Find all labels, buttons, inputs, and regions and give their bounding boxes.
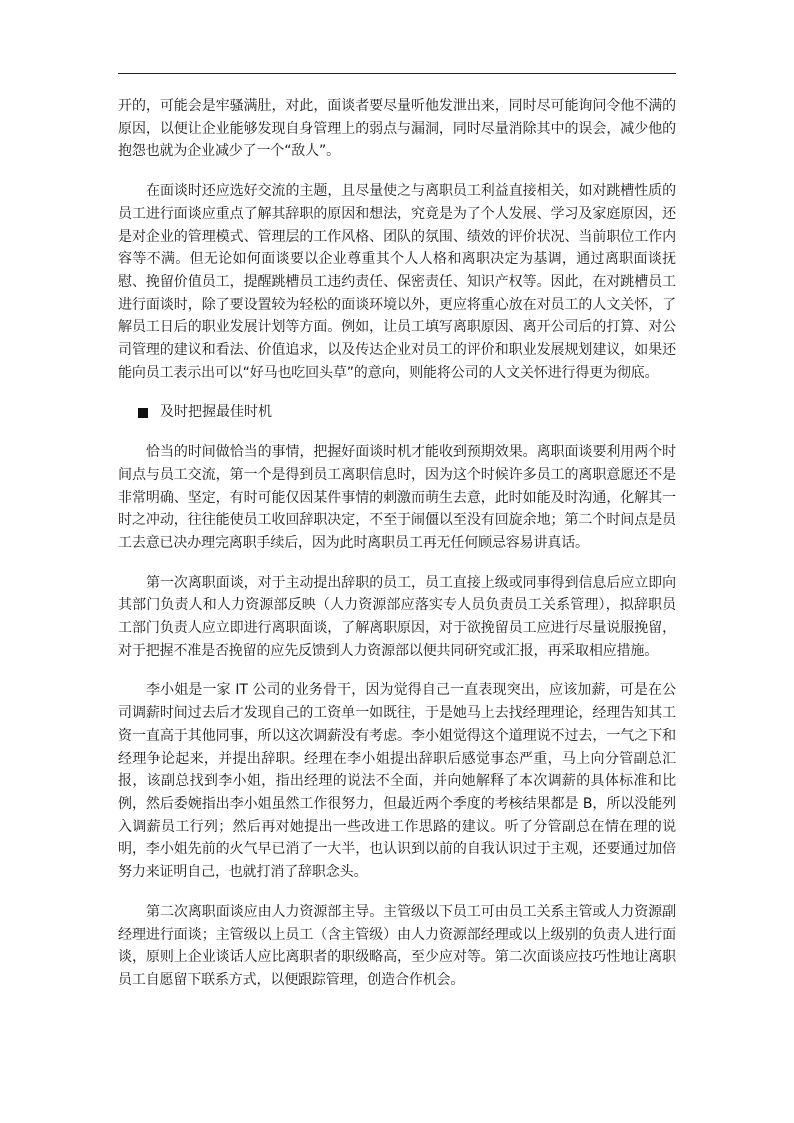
- paragraph-6: 第二次离职面谈应由人力资源部主导。主管级以下员工可由员工关系主管或人力资源副经理进行面谈；主管级以上员工（含主管级）由人力资源部经理或以上级别的负责人进行面谈，原则上企业谈话人应比离职者的职级略高，至少应对等。第二次面谈应技巧性地让离职员工自愿留下联系方式，以便跟踪管理，创造合作机会。: [118, 903, 676, 988]
- paragraph-5: 李小姐是一家 IT 公司的业务骨干，因为觉得自己一直表现突出，应该加薪，可是在公司调薪时间过去后才发现自己的工资单一如既往，于是她马上去找经理理论，经理告知其工资一直高于其他同事，所以这次调薪没有考虑。李小姐觉得这个道理说不过去，一气之下和经理争论起来，并提出辞职。经理在李小姐提出辞职后感觉事态严重，马上向分管副总汇报，该副总找到李小姐，指出经理的说法不全面，并向她解释了本次调薪的具体标准和比例，然后委婉指出李小姐虽然工作很努力，但最近两个季度的考核结果都是 B，所以没能列入调薪员工行列；然后再对她提出一些改进工作思路的建议。听了分管副总在情在理的说明，李小姐先前的火气早已消了一大半，也认识到以前的自我认识过于主观，还要通过加倍努力来证明自己，也就打消了辞职念头。: [118, 682, 676, 881]
- section-heading-text: 及时把握最佳时机: [160, 404, 272, 421]
- paragraph-4: 第一次离职面谈，对于主动提出辞职的员工，员工直接上级或同事得到信息后应立即向其部门负责人和人力资源部反映（人力资源部应落实专人员负责员工关系管理），拟辞职员工部门负责人应立即进行离职面谈，了解离职原因，对于欲挽留员工应进行尽量说服挽留，对于把握不准是否挽留的应先反馈到人力资源部以便共同研究或汇报，再采取相应措施。: [118, 574, 676, 659]
- square-bullet-icon: [138, 408, 148, 418]
- section-heading: [118, 401, 676, 424]
- document-body: [118, 95, 676, 1009]
- header-rule: [118, 73, 676, 74]
- paragraph-1: 开的，可能会是牢骚满肚，对此，面谈者要尽量听他发泄出来，同时尽可能询问令他不满的原因，以便让企业能够发现自身管理上的弱点与漏洞，同时尽量消除其中的误会，减少他的抱怨也就为企业减少了一个“敌人”。: [118, 98, 676, 160]
- paragraph-3: 恰当的时间做恰当的事情，把握好面谈时机才能收到预期效果。离职面谈要利用两个时间点与员工交流，第一个是得到员工离职信息时，因为这个时候许多员工的离职意愿还不是非常明确、坚定，有时可能仅因某件事情的刺激而萌生去意，此时如能及时沟通，化解其一时之冲动，往往能使员工收回辞职决定，不至于闹僵以至没有回旋余地；第二个时间点是员工去意已决办理完离职手续后，因为此时离职员工再无任何顾忌容易讲真话。: [118, 444, 676, 551]
- paragraph-2: 在面谈时还应选好交流的主题，且尽量使之与离职员工利益直接相关，如对跳槽性质的员工进行面谈应重点了解其辞职的原因和想法，究竟是为了个人发展、学习及家庭原因，还是对企业的管理模式、管理层的工作风格、团队的氛围、绩效的评价状况、当前职位工作内容等不满。但无论如何面谈要以企业尊重其个人人格和离职决定为基调，通过离职面谈抚慰、挽留价值员工，提醒跳槽员工违约责任、保密责任、知识产权等。因此，在对跳槽员工进行面谈时，除了要设置较为轻松的面谈环境以外，更应将重心放在对员工的人文关怀，了解员工日后的职业发展计划等方面。例如，让员工填写离职原因、离开公司后的打算、对公司管理的建议和看法、价值追求，以及传达企业对员工的评价和职业发展规划建议，如果还能向员工表示出可以“好马也吃回头草”的意向，则能将公司的人文关怀进行得更为彻底。: [118, 183, 676, 381]
